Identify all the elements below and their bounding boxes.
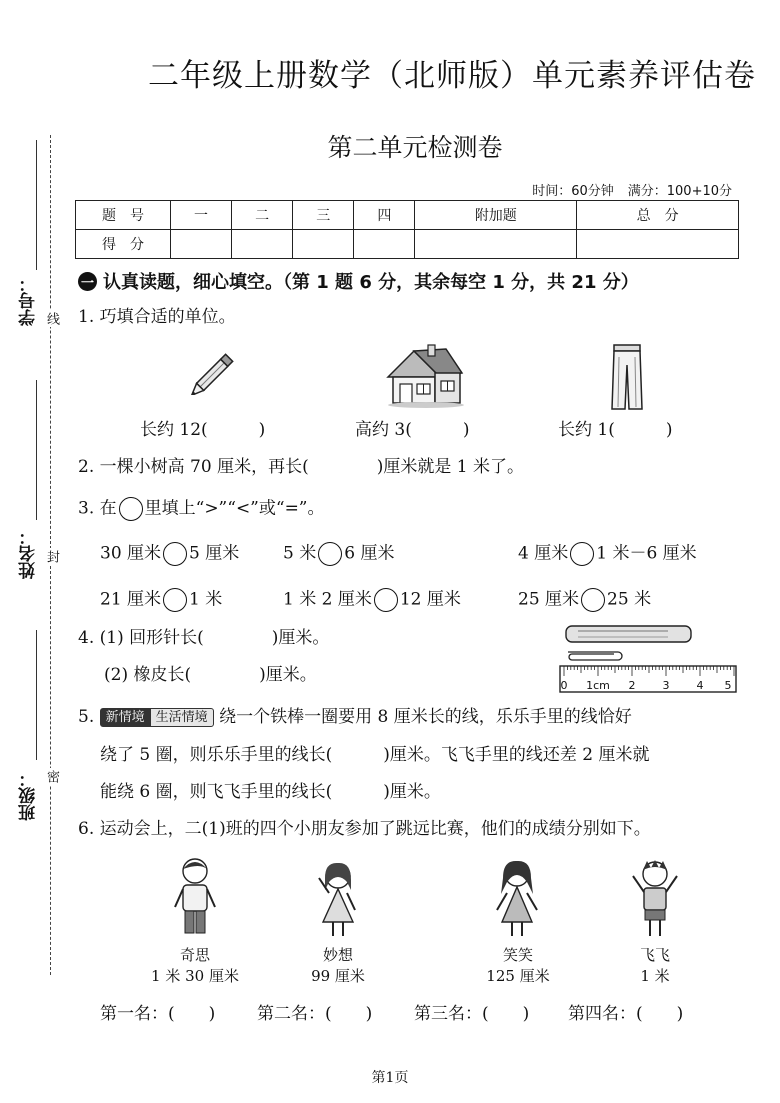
life-context-tag: 生活情境 — [150, 708, 214, 727]
student-id-underline — [36, 140, 37, 270]
q3-compare-3: 4 厘米 1 米－6 厘米 — [518, 542, 697, 566]
kid-qisi-caption — [140, 945, 250, 987]
q3-compare-2: 5 米 6 厘米 — [283, 542, 394, 566]
rank-first[interactable]: 第一名：( ) — [100, 1004, 216, 1024]
table-cell: 得 分 — [76, 230, 171, 259]
kid-score: 125 厘米 — [486, 967, 550, 985]
question-4-part-1[interactable]: 4. (1) 回形针长( )厘米。 — [78, 628, 330, 648]
time-limit: 时间：60分钟 — [532, 184, 614, 199]
kid-miaoxiang-caption — [288, 945, 388, 987]
score-table-score-row — [76, 230, 739, 259]
question-5-line-2[interactable]: 绕了 5 圈，则乐乐手里的线长( )厘米。飞飞手里的线还差 2 厘米就 — [100, 745, 650, 765]
name-label: 姓名： — [19, 528, 39, 579]
q5-number: 5. — [78, 707, 95, 727]
question-1: 1. 巧填合适的单位。 — [78, 307, 236, 327]
compare-circle[interactable] — [581, 588, 605, 612]
table-cell: 一 — [171, 201, 232, 230]
score-input-cell[interactable] — [354, 230, 415, 259]
boy-qisi-icon — [172, 855, 218, 937]
new-context-tag: 新情境 — [100, 708, 151, 727]
trousers-icon — [610, 343, 644, 411]
score-input-cell[interactable] — [293, 230, 354, 259]
eraser-icon — [566, 626, 691, 642]
kid-xiaoxiao-caption — [468, 945, 568, 987]
question-2[interactable]: 2. 一棵小树高 70 厘米，再长( )厘米就是 1 米了。 — [78, 457, 524, 477]
kid-score: 1 米 — [640, 967, 670, 985]
house-icon — [384, 343, 466, 409]
table-cell: 题 号 — [76, 201, 171, 230]
compare-circle[interactable] — [318, 542, 342, 566]
q1-answer-pencil[interactable]: 长约 12( ) — [140, 420, 266, 440]
kid-name: 飞飞 — [639, 946, 670, 964]
section-number-badge: 一 — [78, 272, 97, 291]
ruler-label: 1cm — [586, 679, 610, 692]
class-underline — [36, 630, 37, 760]
margin-secret-mark: 密 — [44, 770, 59, 783]
score-input-cell[interactable] — [415, 230, 577, 259]
document-header-title: 二年级上册数学（北师版）单元素养评估卷 — [148, 58, 756, 94]
q1-answer-trousers[interactable]: 长约 1( ) — [558, 420, 673, 440]
table-cell: 三 — [293, 201, 354, 230]
table-cell: 附加题 — [415, 201, 577, 230]
question-6: 6. 运动会上，二(1)班的四个小朋友参加了跳远比赛，他们的成绩分别如下。 — [78, 819, 651, 839]
page-number: 第1页 — [371, 1070, 409, 1086]
margin-seal-mark: 封 — [44, 550, 59, 563]
rank-fourth[interactable]: 第四名：( ) — [568, 1004, 684, 1024]
unit-title: 第二单元检测卷 — [327, 133, 503, 162]
q3-compare-6: 25 厘米 25 米 — [518, 588, 651, 612]
question-5-line-3[interactable]: 能绕 6 圈，则飞飞手里的线长( )厘米。 — [100, 782, 441, 802]
kid-score: 1 米 30 厘米 — [151, 967, 239, 985]
pencil-icon — [190, 350, 240, 395]
student-id-label: 学号： — [19, 275, 39, 326]
compare-circle[interactable] — [163, 542, 187, 566]
paperclip-icon — [568, 652, 622, 660]
class-label: 班级： — [19, 770, 39, 821]
compare-circle[interactable] — [570, 542, 594, 566]
ruler-figure — [558, 620, 738, 695]
ruler-label: 2 — [628, 679, 636, 692]
girl-xiaoxiao-icon — [493, 858, 541, 938]
score-input-cell[interactable] — [577, 230, 739, 259]
score-table-header-row — [76, 201, 739, 230]
margin-line-mark: 线 — [44, 312, 59, 325]
table-cell: 总 分 — [577, 201, 739, 230]
kid-name: 妙想 — [322, 946, 353, 964]
compare-circle[interactable] — [374, 588, 398, 612]
rank-third[interactable]: 第三名：( ) — [414, 1004, 530, 1024]
kid-score: 99 厘米 — [311, 967, 365, 985]
rank-second[interactable]: 第二名：( ) — [257, 1004, 373, 1024]
compare-circle[interactable] — [163, 588, 187, 612]
kid-feifei-caption — [610, 945, 700, 987]
question-4-part-2[interactable]: (2) 橡皮长( )厘米。 — [104, 665, 317, 685]
kid-name: 笑笑 — [502, 946, 533, 964]
score-table — [75, 200, 739, 259]
q3-prefix: 3. 在 — [78, 498, 117, 519]
q3-compare-5: 1 米 2 厘米 12 厘米 — [283, 588, 461, 612]
kid-name: 奇思 — [179, 946, 210, 964]
name-underline — [36, 380, 37, 520]
table-cell: 四 — [354, 201, 415, 230]
score-input-cell[interactable] — [171, 230, 232, 259]
exam-meta — [532, 180, 732, 199]
q3-compare-1: 30 厘米 5 厘米 — [100, 542, 239, 566]
circle-icon — [119, 497, 143, 521]
section-1-title: 认真读题，细心填空。（第 1 题 6 分，其余每空 1 分，共 21 分） — [103, 272, 639, 293]
score-input-cell[interactable] — [232, 230, 293, 259]
ruler-label: 4 — [696, 679, 704, 692]
question-3 — [78, 497, 325, 521]
q5-text-1: 绕一个铁棒一圈要用 8 厘米长的线，乐乐手里的线恰好 — [219, 707, 632, 727]
table-cell: 二 — [232, 201, 293, 230]
ruler-label: 3 — [662, 679, 670, 692]
q3-suffix: 里填上“>”“<”或“=”。 — [144, 498, 325, 519]
full-score: 满分：100+10分 — [627, 184, 732, 199]
girl-miaoxiang-icon — [315, 860, 361, 938]
q1-answer-house[interactable]: 高约 3( ) — [355, 420, 470, 440]
question-5-line-1 — [78, 708, 632, 727]
ruler-label: 0 — [560, 679, 568, 692]
section-1-heading — [78, 268, 639, 294]
boy-feifei-icon — [630, 858, 680, 938]
q3-compare-4: 21 厘米 1 米 — [100, 588, 222, 612]
ruler-label: 5 — [724, 679, 732, 692]
